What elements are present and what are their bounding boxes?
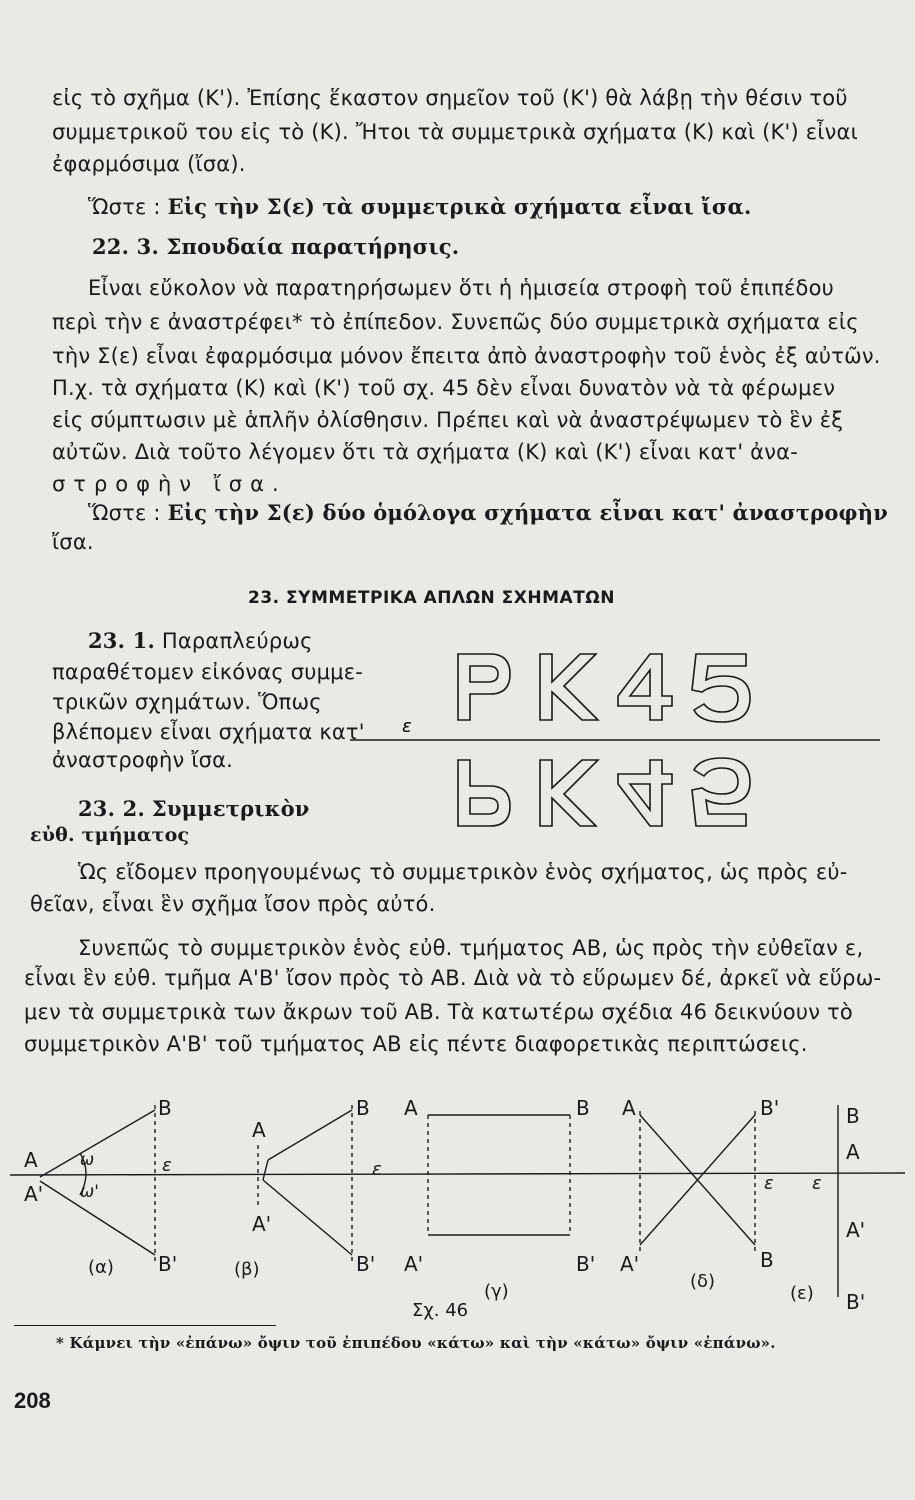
subsection-text: Παραπλεύρως (161, 629, 313, 653)
label-b-prime: B' (846, 1290, 866, 1314)
label-epsilon: ε (764, 1173, 774, 1194)
paragraph-line: αὐτῶν. Διὰ τοῦτο λέγομεν ὅτι τὰ σχήματα (Κ) καὶ (Κ') εἶναι κατ' ἀνα- (52, 440, 798, 464)
segment-ab (40, 1110, 155, 1177)
label-epsilon: ε (372, 1159, 382, 1180)
paragraph-line: τὴν Σ(ε) εἶναι ἐφαρμόσιμα μόνον ἔπειτα ἀπὸ ἀναστροφὴν τοῦ ἑνὸς ἐξ αὐτῶν. (52, 344, 881, 368)
label-case-a: (α) (88, 1257, 114, 1278)
label-a: A (404, 1096, 418, 1120)
label-case-e: (ε) (790, 1283, 814, 1304)
label-omega: ω (80, 1150, 95, 1170)
chapter-heading: 23. ΣΥΜΜΕΤΡΙΚΑ ΑΠΛΩΝ ΣΧΗΜΑΤΩΝ (248, 588, 615, 608)
label-a: A (252, 1118, 266, 1142)
paragraph-line: Ὡς εἴδομεν προηγουμένως τὸ συμμετρικὸν ἑνὸς σχήματος, ὡς πρὸς εὐ- (78, 860, 848, 884)
label-b-prime: B' (576, 1252, 596, 1276)
mirrored-digit-4-outline (618, 760, 672, 826)
figure-46-segment-symmetry (0, 1075, 915, 1315)
paragraph-line: παραθέτομεν εἰκόνας συμμε- (52, 660, 364, 684)
label-b: B (576, 1096, 590, 1120)
paragraph-line: ἴσα. (52, 530, 94, 554)
paragraph-line: τρικῶν σχημάτων. Ὅπως (52, 690, 322, 714)
label-omega-prime: ω' (80, 1182, 99, 1202)
figure-caption: Σχ. 46 (412, 1300, 469, 1321)
subsection-title (88, 628, 313, 653)
segment-ab (268, 1110, 352, 1160)
label-a-prime: A' (24, 1182, 44, 1206)
paragraph-line: εἰς σύμπτωσιν μὲ ἁπλῆν ὀλίσθησιν. Πρέπει καὶ νὰ ἀναστρέψωμεν τὸ ἓν ἐξ (52, 408, 844, 432)
conclusion-statement: Εἰς τὴν Σ(ε) τὰ συμμετρικὰ σχήματα εἶναι ἴσα. (167, 194, 752, 219)
label-case-b: (β) (234, 1259, 260, 1280)
page-number: 208 (14, 1388, 51, 1413)
subsection-number: 23. 2. (78, 796, 145, 821)
label-b: B (846, 1104, 860, 1128)
label-b: B (356, 1096, 370, 1120)
digit-4-outline (618, 654, 672, 720)
digit-5-outline (692, 654, 750, 722)
subsection-text: Συμμετρικὸν (151, 796, 310, 821)
paragraph-line: συμμετρικὸν Α'Β' τοῦ τμήματος ΑΒ εἰς πέντε διαφορετικὰς περιπτώσεις. (24, 1032, 808, 1056)
segment-a-prime-b-prime (263, 1180, 352, 1255)
label-b-prime: B' (356, 1252, 376, 1276)
label-a-prime: A' (404, 1252, 424, 1276)
label-b: B (158, 1096, 172, 1120)
footnote: * Κάμνει τὴν «ἐπάνω» ὄψιν τοῦ ἐπιπέδου «κάτω» καὶ τὴν «κάτω» ὄψιν «ἐπάνω». (56, 1334, 776, 1352)
label-b-prime: B' (760, 1096, 780, 1120)
letter-p-outline (458, 654, 510, 720)
axis-label: ε (402, 716, 412, 737)
paragraph-line: εἰς τὸ σχῆμα (Κ'). Ἐπίσης ἕκαστον σημεῖον τοῦ (Κ') θὰ λάβῃ τὴν θέσιν τοῦ (52, 86, 848, 110)
label-b: B (760, 1248, 774, 1272)
paragraph-line: στροφὴν ἴσα. (52, 472, 287, 496)
footnote-rule (14, 1325, 276, 1326)
section-heading: 22. 3. Σπουδαία παρατήρησις. (92, 234, 460, 259)
label-a-prime: A' (620, 1252, 640, 1276)
paragraph-line: Εἶναι εὔκολον νὰ παρατηρήσωμεν ὅτι ἡ ἡμισεία στροφὴ τοῦ ἐπιπέδου (88, 276, 834, 300)
label-case-d: (δ) (690, 1271, 716, 1292)
conclusion-statement: Εἰς τὴν Σ(ε) δύο ὁμόλογα σχήματα εἶναι κατ' ἀναστροφὴν (167, 500, 888, 525)
paragraph-line: ἀναστροφὴν ἴσα. (52, 748, 234, 772)
label-a: A (622, 1096, 636, 1120)
segment-join (263, 1160, 268, 1180)
label-a-prime: A' (252, 1212, 272, 1236)
mirrored-digit-5-outline (692, 758, 750, 826)
subsection-title (78, 796, 310, 821)
label-a-prime: A' (846, 1218, 866, 1242)
paragraph-line: Π.χ. τὰ σχήματα (Κ) καὶ (Κ') τοῦ σχ. 45 δὲν εἶναι δυνατὸν νὰ τὰ φέρωμεν (52, 376, 836, 400)
label-b-prime: B' (158, 1252, 178, 1276)
label-case-c: (γ) (484, 1281, 509, 1302)
mirrored-letter-k-outline (540, 760, 598, 826)
paragraph-line: μεν τὰ συμμετρικὰ των ἄκρων τοῦ ΑΒ. Τὰ κατωτέρω σχέδια 46 δεικνύουν τὸ (24, 1000, 853, 1024)
paragraph-line: θεῖαν, εἶναι ἓν σχῆμα ἴσον πρὸς αὐτό. (30, 892, 436, 916)
letter-k-outline (540, 654, 598, 720)
label-epsilon: ε (162, 1155, 172, 1176)
paragraph-line: περὶ τὴν ε ἀναστρέφει* τὸ ἐπίπεδον. Συνεπῶς δύο συμμετρικὰ σχήματα εἰς (52, 310, 859, 334)
label-a: A (24, 1148, 38, 1172)
mirrored-letter-p-outline (458, 760, 510, 826)
conclusion-prefix: Ὥστε : (88, 501, 161, 525)
paragraph-line: συμμετρικοῦ του εἰς τὸ (Κ). Ἤτοι τὰ συμμετρικὰ σχήματα (Κ) καὶ (Κ') εἶναι (52, 120, 858, 144)
subsection-number: 23. 1. (88, 628, 155, 653)
label-epsilon: ε (812, 1173, 822, 1194)
conclusion-line (88, 500, 888, 525)
paragraph-line: εἶναι ἓν εὐθ. τμῆμα Α'Β' ἴσον πρὸς τὸ ΑΒ. Διὰ νὰ τὸ εὕρωμεν δέ, ἀρκεῖ νὰ εὕρω- (24, 966, 882, 990)
paragraph-line: βλέπομεν εἶναι σχήματα κατ' (52, 720, 365, 744)
conclusion-prefix: Ὥστε : (88, 195, 161, 219)
paragraph-line: Συνεπῶς τὸ συμμετρικὸν ἑνὸς εὐθ. τμήματος ΑΒ, ὡς πρὸς τὴν εὐθεῖαν ε, (78, 936, 864, 960)
conclusion-line (88, 194, 751, 219)
paragraph-line: ἐφαρμόσιμα (ἴσα). (52, 152, 246, 176)
label-a: A (846, 1140, 860, 1164)
subsection-title-cont: εὐθ. τμήματος (30, 824, 190, 846)
figure-45-symmetric-letters (350, 640, 890, 840)
